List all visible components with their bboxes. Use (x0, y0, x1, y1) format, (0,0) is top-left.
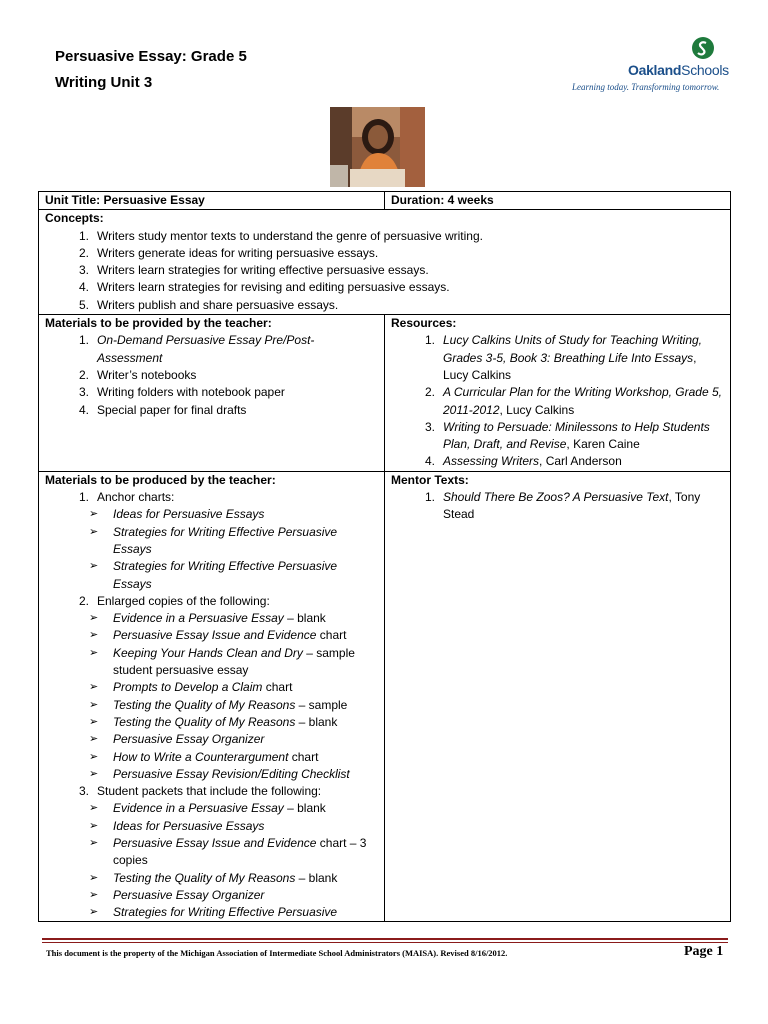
list-item: ➢ Persuasive Essay Issue and Evidence chart (89, 628, 347, 643)
list-item: ➢ Testing the Quality of My Reasons – sample (89, 697, 348, 712)
list-item: 3. Student packets that include the following: (78, 784, 322, 799)
concepts-label: Concepts: (45, 211, 104, 226)
document-subtitle: Writing Unit 3 (55, 74, 153, 91)
footer-rule (42, 938, 728, 940)
logo-name: OaklandSchools (628, 62, 729, 78)
student-writing-photo (330, 107, 425, 187)
list-item: 1. Anchor charts: (78, 490, 175, 505)
materials-provided-cell (39, 315, 385, 472)
list-item: 1. On-Demand Persuasive Essay Pre/Post-Assessment (78, 333, 315, 365)
unit-title: Unit Title: Persuasive Essay (39, 192, 385, 210)
duration: Duration: 4 weeks (385, 192, 731, 210)
list-item: ➢ Testing the Quality of My Reasons – blank (89, 870, 338, 885)
list-item: ➢ Prompts to Develop a Claim chart (89, 680, 293, 695)
materials-produced-label: Materials to be produced by the teacher: (45, 472, 276, 487)
list-item: ➢ Strategies for Writing Effective Persuasive (89, 905, 338, 920)
list-item: 2. A Curricular Plan for the Writing Workshop, Grade 5, 2011-2012, Lucy Calkins (424, 385, 722, 417)
footer-rule-thin (42, 942, 728, 943)
list-item: ➢ Keeping Your Hands Clean and Dry – sample student persuasive essay (89, 645, 355, 678)
mentor-texts-cell (385, 471, 731, 922)
list-item: 3. Writers learn strategies for writing effective persuasive essays. (78, 263, 429, 278)
footer-copyright: This document is the property of the Michigan Association of Intermediate School Administrators (MAISA). Revised 8/16/2012. (46, 948, 508, 958)
list-item: 2. Writer’s notebooks (78, 367, 197, 382)
list-item: ➢ Ideas for Persuasive Essays (89, 507, 265, 522)
page-number: Page 1 (684, 944, 724, 959)
list-item: ➢ Persuasive Essay Revision/Editing Checklist (89, 766, 350, 781)
list-item: 4. Writers learn strategies for revising and editing persuasive essays. (78, 280, 450, 295)
list-item: 4. Assessing Writers, Carl Anderson (424, 454, 622, 469)
list-item: ➢ Persuasive Essay Issue and Evidence chart – 3 copies (89, 835, 367, 868)
list-item: ➢ Persuasive Essay Organizer (89, 887, 265, 902)
resources-label: Resources: (391, 316, 457, 331)
list-item: ➢ Strategies for Writing Effective Persuasive Essays (89, 559, 338, 591)
materials-provided-label: Materials to be provided by the teacher: (45, 316, 272, 331)
list-item: ➢ Persuasive Essay Organizer (89, 732, 265, 747)
list-item: 3. Writing folders with notebook paper (78, 385, 285, 400)
concepts-cell (39, 210, 731, 315)
list-item: 1. Lucy Calkins Units of Study for Teaching Writing, Grades 3-5, Book 3: Breathing Life Into Essays, Lucy Calkins (424, 333, 703, 382)
document-title: Persuasive Essay: Grade 5 (55, 48, 247, 65)
list-item: ➢ Testing the Quality of My Reasons – blank (89, 714, 338, 729)
list-item: 1. Writers study mentor texts to understand the genre of persuasive writing. (78, 228, 483, 243)
list-item: ➢ How to Write a Counterargument chart (89, 749, 319, 764)
oakland-schools-logo (560, 34, 730, 96)
list-item: 2. Enlarged copies of the following: (78, 593, 270, 608)
list-item: 4. Special paper for final drafts (78, 402, 247, 417)
logo-mark-icon (691, 36, 715, 60)
list-item: 5. Writers publish and share persuasive essays. (78, 297, 339, 312)
list-item: ➢ Evidence in a Persuasive Essay – blank (89, 801, 326, 816)
materials-produced-cell (39, 471, 385, 922)
list-item: ➢ Strategies for Writing Effective Persuasive Essays (89, 524, 338, 556)
list-item: ➢ Evidence in a Persuasive Essay – blank (89, 611, 326, 626)
unit-overview-table (38, 191, 731, 922)
list-item: 2. Writers generate ideas for writing persuasive essays. (78, 245, 379, 260)
mentor-texts-label: Mentor Texts: (391, 472, 469, 487)
resources-cell (385, 315, 731, 472)
list-item: ➢ Ideas for Persuasive Essays (89, 818, 265, 833)
list-item: 3. Writing to Persuade: Minilessons to Help Students Plan, Draft, and Revise, Karen Caine (424, 419, 710, 452)
list-item: 1. Should There Be Zoos? A Persuasive Text, Tony Stead (424, 490, 701, 522)
logo-tagline: Learning today. Transforming tomorrow. (572, 82, 720, 92)
